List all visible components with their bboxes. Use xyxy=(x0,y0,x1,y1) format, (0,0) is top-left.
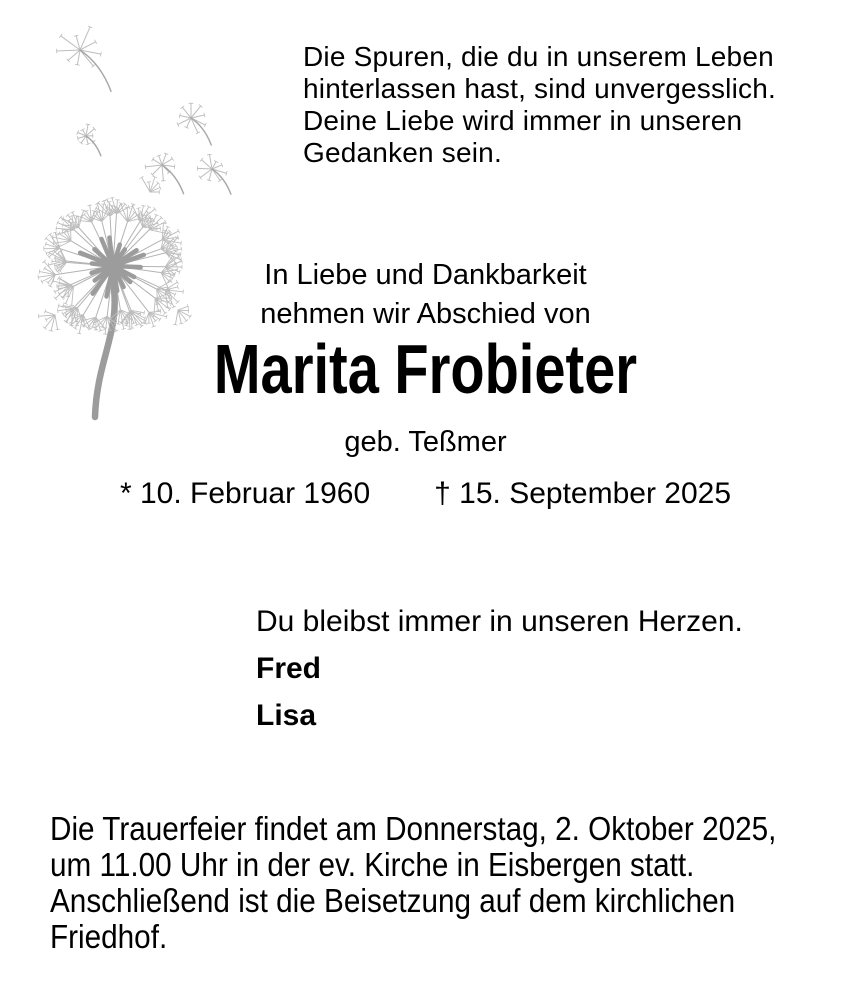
intro-line-1: In Liebe und Dankbarkeit xyxy=(264,259,587,291)
deceased-name: Marita Frobieter xyxy=(213,330,638,408)
funeral-line: Friedhof. xyxy=(50,918,168,955)
verse-line: Gedanken sein. xyxy=(303,137,502,168)
farewell-text: Du bleibst immer in unseren Herzen. xyxy=(256,605,743,638)
verse-line: Die Spuren, die du in unserem Leben xyxy=(303,41,774,72)
farewell-intro xyxy=(0,256,851,334)
verse-line: hinterlassen hast, sind unvergesslich. xyxy=(303,73,776,104)
life-dates xyxy=(0,477,851,511)
funeral-line: um 11.00 Uhr in der ev. Kirche in Eisbergen statt. xyxy=(50,846,695,883)
funeral-line: Die Trauerfeier findet am Donnerstag, 2. Oktober 2025, xyxy=(50,810,777,847)
funeral-details xyxy=(50,811,776,955)
funeral-line: Anschließend ist die Beisetzung auf dem kirchlichen xyxy=(50,882,736,919)
birth-date: * 10. Februar 1960 xyxy=(119,477,371,510)
verse-line: Deine Liebe wird immer in unseren xyxy=(303,105,743,136)
death-date: † 15. September 2025 xyxy=(434,477,732,510)
maiden-name: geb. Teßmer xyxy=(344,426,507,458)
farewell-block xyxy=(256,598,743,739)
mourner-name: Lisa xyxy=(256,699,317,732)
mourner-name: Fred xyxy=(256,652,322,685)
memorial-verse xyxy=(303,41,776,169)
intro-line-2: nehmen wir Abschied von xyxy=(260,298,591,330)
